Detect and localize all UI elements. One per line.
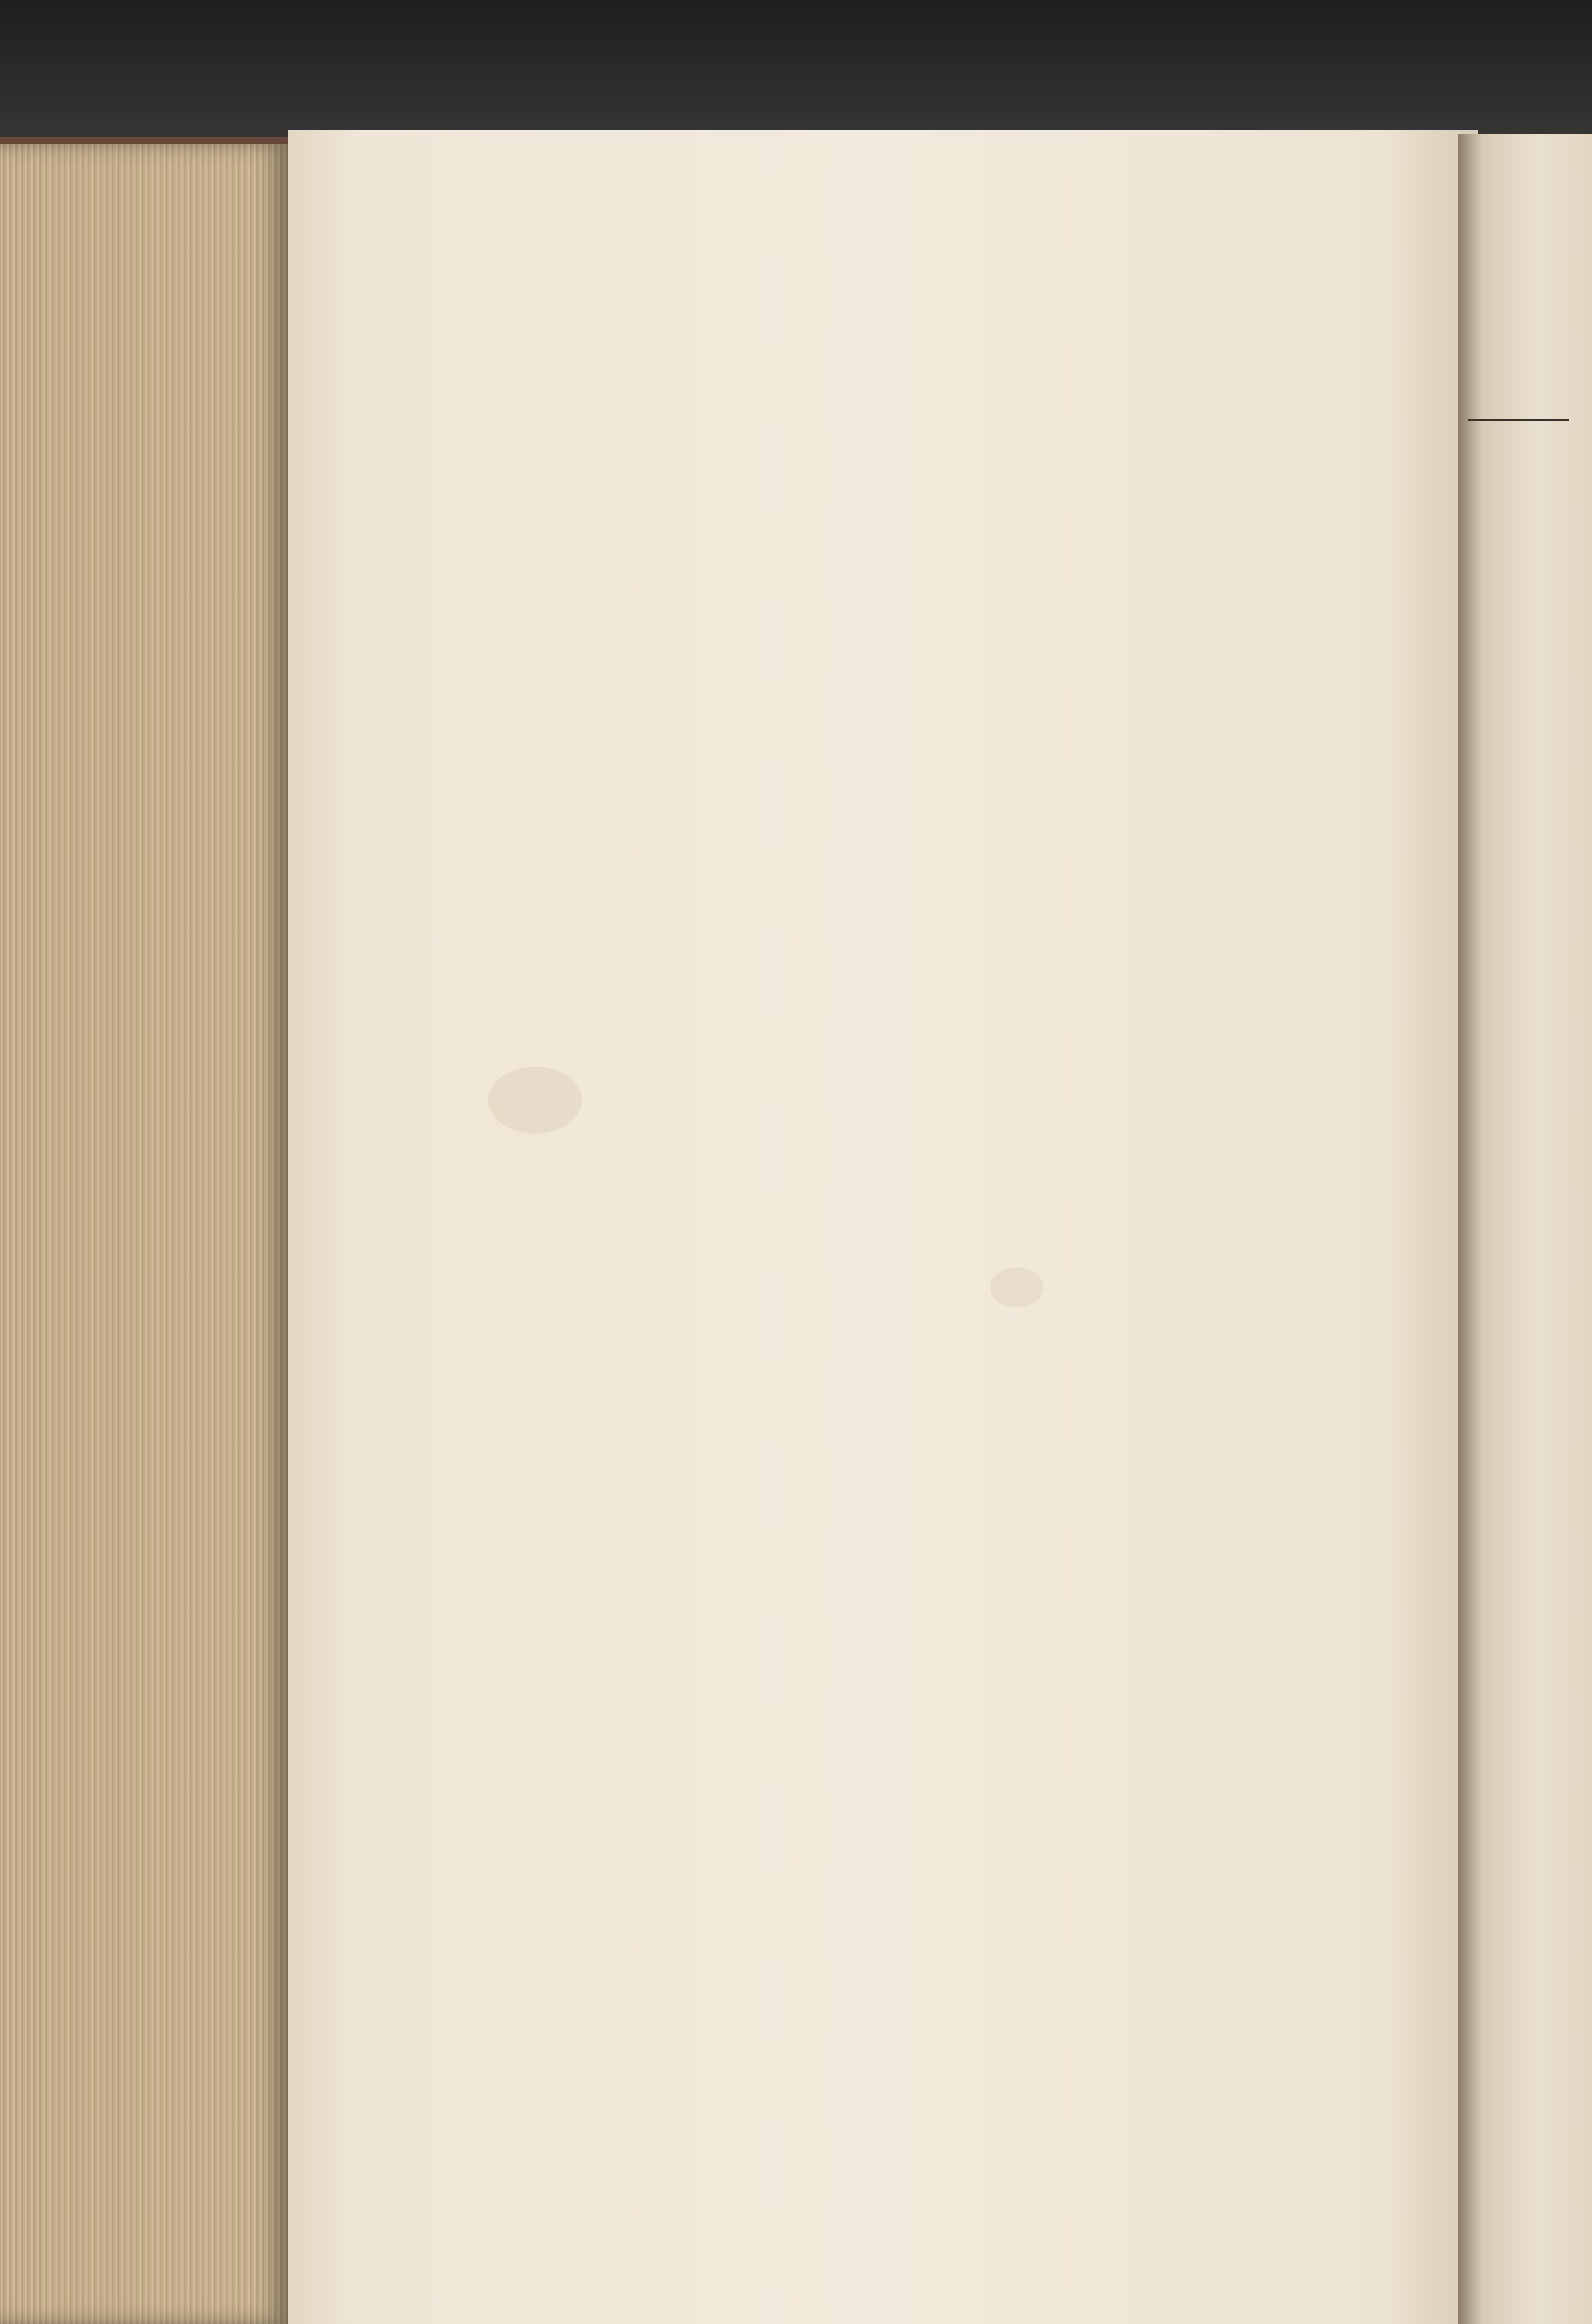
footnote-rule — [1468, 419, 1569, 421]
page-body — [468, 408, 1385, 423]
book-page-edges — [0, 144, 288, 2324]
book-page — [288, 130, 1478, 2324]
paper-stain — [488, 1067, 582, 1134]
footnote-marker — [1468, 438, 1589, 481]
page-header — [468, 314, 1378, 368]
paper-stain — [990, 1267, 1043, 1307]
background-top — [0, 0, 1592, 140]
facing-page-text — [1468, 401, 1589, 481]
